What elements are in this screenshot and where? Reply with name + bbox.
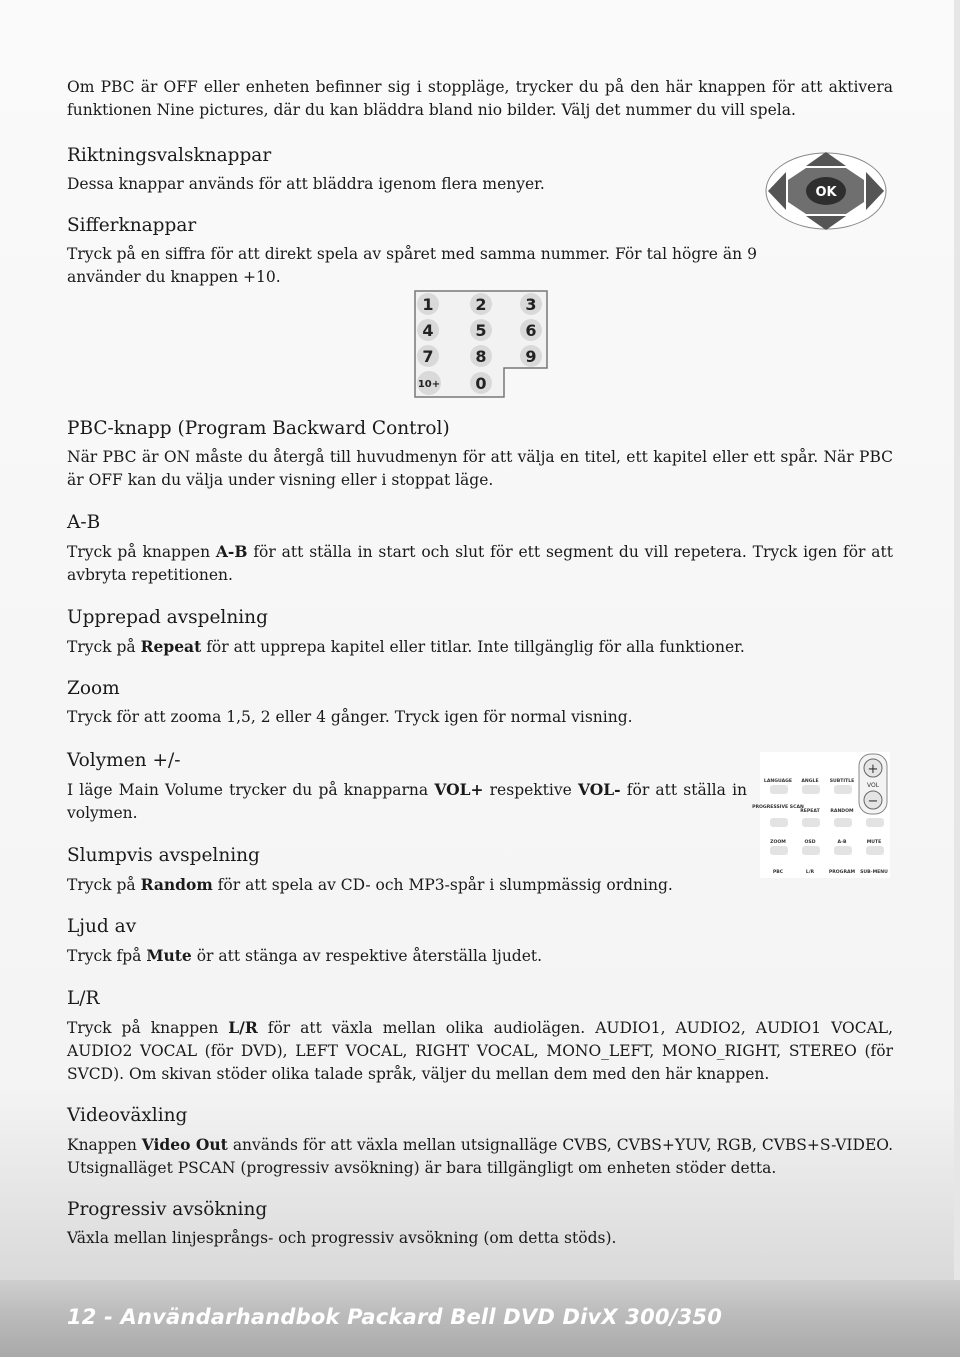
svg-text:VOL: VOL bbox=[866, 782, 880, 789]
ok-label: OK bbox=[815, 185, 837, 200]
svg-text:2: 2 bbox=[475, 295, 487, 314]
section-riktningsvalsknappar bbox=[67, 143, 757, 196]
svg-text:SUB-MENU: SUB-MENU bbox=[860, 870, 888, 875]
section-title: Videoväxling bbox=[67, 1105, 188, 1126]
section-title: Zoom bbox=[67, 678, 120, 699]
svg-text:+: + bbox=[867, 762, 879, 777]
direction-pad-image bbox=[764, 150, 888, 232]
section-body: Tryck på knappen L/R för att växla mellan olika audiolägen. AUDIO1, AUDIO2, AUDIO1 VOCAL, AUDIO2 VOCAL (för DVD), LEFT VOCAL, RIGHT VOCAL, MONO_LEFT, MONO_RIGHT, STEREO (för SVCD). Om skivan stöder olika talade språk, väljer du mellan dem med den här knappen. bbox=[67, 1018, 893, 1083]
number-keypad bbox=[414, 290, 548, 398]
section-title: Slumpvis avspelning bbox=[67, 845, 260, 866]
section-title: PBC-knapp (Program Backward Control) bbox=[67, 418, 450, 439]
svg-text:ZOOM: ZOOM bbox=[770, 840, 786, 845]
intro-text: Om PBC är OFF eller enheten befinner sig i stoppläge, trycker du på den här knappen för att aktivera funktionen Nine pictures, där du kan bläddra bland nio bilder. Välj det nummer du vill spela. bbox=[67, 78, 893, 119]
svg-text:PROGRESSIVE SCAN: PROGRESSIVE SCAN bbox=[752, 805, 804, 810]
section-upprepad-avspelning bbox=[67, 605, 893, 659]
section-slumpvis-avspelning bbox=[67, 843, 893, 897]
section-body: Tryck för att zooma 1,5, 2 eller 4 gånger. Tryck igen för normal visning. bbox=[67, 708, 633, 726]
direction-pad-icon bbox=[764, 150, 888, 232]
section-body: Tryck på Random för att spela av CD- och MP3-spår i slumpmässig ordning. bbox=[67, 875, 673, 894]
svg-text:LANGUAGE: LANGUAGE bbox=[763, 779, 793, 784]
section-progressiv-avsokning bbox=[67, 1197, 893, 1250]
section-videovaxling bbox=[67, 1103, 893, 1180]
svg-text:9: 9 bbox=[525, 347, 537, 366]
section-title: Riktningsvalsknappar bbox=[67, 145, 272, 166]
section-body: Knappen Video Out används för att växla mellan utsignalläge CVBS, CVBS+YUV, RGB, CVBS+S-VIDEO. Utsignalläget PSCAN (progressiv avsökning) är bara tillgängligt om enheten stöder detta. bbox=[67, 1135, 893, 1177]
section-body: Dessa knappar används för att bläddra igenom flera menyer. bbox=[67, 175, 545, 193]
section-a-b bbox=[67, 510, 893, 587]
section-body: Tryck på knappen A-B för att ställa in start och slut för ett segment du vill repetera. Tryck igen för att avbryta repetitionen. bbox=[67, 542, 893, 584]
svg-text:OSD: OSD bbox=[804, 840, 816, 845]
svg-text:3: 3 bbox=[525, 295, 537, 314]
intro-paragraph bbox=[67, 76, 893, 122]
svg-text:10+: 10+ bbox=[417, 379, 441, 390]
section-sifferknappar bbox=[67, 213, 757, 289]
svg-text:MUTE: MUTE bbox=[866, 840, 882, 845]
svg-text:PROGRAM: PROGRAM bbox=[828, 870, 856, 875]
svg-text:L/R: L/R bbox=[805, 870, 815, 875]
section-zoom bbox=[67, 676, 893, 729]
svg-text:A-B: A-B bbox=[837, 840, 847, 845]
section-title: Volymen +/- bbox=[67, 750, 181, 771]
section-body: Tryck på en siffra för att direkt spela av spåret med samma nummer. För tal högre än 9 använder du knappen +10. bbox=[67, 245, 757, 286]
svg-text:8: 8 bbox=[475, 347, 487, 366]
footer-text: 12 - Användarhandbok Packard Bell DVD DivX 300/350 bbox=[67, 1305, 723, 1329]
section-title: A-B bbox=[67, 512, 101, 533]
section-body: I läge Main Volume trycker du på knapparna VOL+ respektive VOL- för att ställa in volymen. bbox=[67, 780, 748, 822]
svg-text:6: 6 bbox=[525, 321, 537, 340]
svg-text:7: 7 bbox=[422, 347, 434, 366]
section-l-r bbox=[67, 986, 893, 1086]
section-ljud-av bbox=[67, 914, 893, 968]
svg-text:0: 0 bbox=[475, 374, 487, 393]
section-title: Progressiv avsökning bbox=[67, 1199, 268, 1220]
section-title: Sifferknappar bbox=[67, 215, 197, 236]
svg-text:RANDOM: RANDOM bbox=[830, 809, 854, 814]
svg-text:ANGLE: ANGLE bbox=[801, 779, 819, 784]
section-body: Tryck fpå Mute ör att stänga av respektive återställa ljudet. bbox=[67, 946, 543, 965]
section-pbc bbox=[67, 416, 893, 492]
svg-text:−: − bbox=[867, 794, 879, 809]
section-body: När PBC är ON måste du återgå till huvudmenyn för att välja en titel, ett kapitel eller ett spår. När PBC är OFF kan du välja under visning eller i stoppat läge. bbox=[67, 448, 893, 489]
svg-text:4: 4 bbox=[422, 321, 434, 340]
page-edge bbox=[954, 0, 960, 1357]
svg-text:PBC: PBC bbox=[772, 870, 784, 875]
section-body: Växla mellan linjesprångs- och progressiv avsökning (om detta stöds). bbox=[67, 1229, 617, 1247]
svg-text:SUBTITLE: SUBTITLE bbox=[829, 779, 855, 784]
section-title: Upprepad avspelning bbox=[67, 607, 268, 628]
section-body: Tryck på Repeat för att upprepa kapitel eller titlar. Inte tillgänglig för alla funktioner. bbox=[67, 637, 745, 656]
section-volymen bbox=[67, 748, 747, 825]
number-keypad-image bbox=[414, 290, 548, 398]
section-title: Ljud av bbox=[67, 916, 137, 937]
svg-text:REPEAT: REPEAT bbox=[800, 809, 820, 814]
svg-text:1: 1 bbox=[422, 295, 434, 314]
section-title: L/R bbox=[67, 988, 100, 1009]
svg-text:5: 5 bbox=[475, 321, 487, 340]
